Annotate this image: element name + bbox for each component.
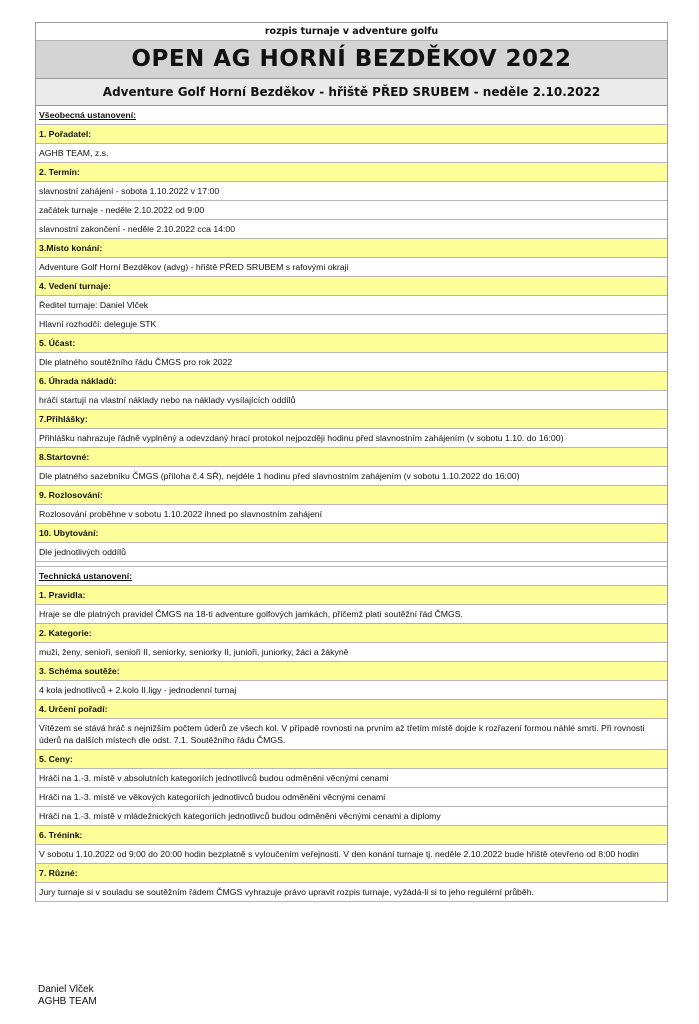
section-rules-label: 1. Pravidla:: [36, 586, 667, 605]
signature-org: AGHB TEAM: [38, 996, 97, 1007]
section-draw-text: Rozlosování proběhne v sobotu 1.10.2022 ihned po slavnostním zahájení: [36, 505, 667, 524]
section-scheme-label: 3. Schéma soutěže:: [36, 662, 667, 681]
section-accommodation-label: 10. Ubytování:: [36, 524, 667, 543]
section-training-text: V sobotu 1.10.2022 od 9:00 do 20:00 hodin bezplatně s vyloučením veřejnosti. V den konání turnaje tj. neděle 2.10.2022 bude hřiště otevřeno od 8:00 hodin: [36, 845, 667, 864]
section-rules-text: Hraje se dle platných pravidel ČMGS na 18-ti adventure golfových jamkách, přičemž platí soutěžní řád ČMGS.: [36, 605, 667, 624]
date-opening: slavnostní zahájení - sobota 1.10.2022 v 17:00: [36, 182, 667, 201]
date-closing: slavnostní zakončení - neděle 2.10.2022 cca 14:00: [36, 220, 667, 239]
section-categories-label: 2. Kategorie:: [36, 624, 667, 643]
section-ranking-text: Vítězem se stává hráč s nejnižším počtem úderů ze všech kol. V případě rovnosti na prvním až třetím místě dojde k rozřazení formou náhlé smrti. Při rovnosti úderů na dalších místech dle odst. 7.1. Soutěžního řádu ČMGS.: [36, 719, 667, 750]
section-registration-label: 7.Přihlášky:: [36, 410, 667, 429]
section-draw-label: 9. Rozlosování:: [36, 486, 667, 505]
section-accommodation-text: Dle jednotlivých oddílů: [36, 543, 667, 562]
prizes-age: Hráči na 1.-3. místě ve věkových kategoriích jednotlivců budou odměněni věcnými cenami: [36, 788, 667, 807]
technical-section-heading: Technická ustanovení:: [36, 567, 667, 586]
signature-block: [38, 984, 97, 1008]
section-misc-text: Jury turnaje si v souladu se soutěžním řádem ČMGS vyhrazuje právo upravit rozpis turnaje, vyžádá-li si to jeho regulérní průběh.: [36, 883, 667, 902]
date-start: začátek turnaje - neděle 2.10.2022 od 9:00: [36, 201, 667, 220]
signature-name: Daniel Vlček: [38, 984, 94, 995]
section-prizes-label: 5. Ceny:: [36, 750, 667, 769]
section-registration-text: Přihlášku nahrazuje řádně vyplněný a odevzdaný hrací protokol nejpozději hodinu před slavnostním zahájením (v sobotu 1.10. do 16:00): [36, 429, 667, 448]
section-venue-text: Adventure Golf Horní Bezděkov (advg) - hřiště PŘED SRUBEM s rafovými okraji: [36, 258, 667, 277]
section-costs-text: hráči startují na vlastní náklady nebo na náklady vysílajících oddílů: [36, 391, 667, 410]
tournament-rules-sheet: [35, 22, 668, 902]
section-fee-text: Dle platného sazebníku ČMGS (příloha č.4 SŘ), nejdéle 1 hodinu před slavnostním zahájením (v sobotu 1.10.2022 do 16:00): [36, 467, 667, 486]
section-training-label: 6. Trénink:: [36, 826, 667, 845]
section-venue-label: 3.Místo konání:: [36, 239, 667, 258]
section-organizer-label: 1. Pořadatel:: [36, 125, 667, 144]
section-participation-text: Dle platného soutěžního řádu ČMGS pro rok 2022: [36, 353, 667, 372]
management-referee: Hlavní rozhodčí: deleguje STK: [36, 315, 667, 334]
prizes-absolute: Hráči na 1.-3. místě v absolutních kategoriích jednotlivců budou odměněni věcnými cenami: [36, 769, 667, 788]
prizes-youth: Hráči na 1.-3. místě v mládežnických kategoriích jednotlivců budou odměněni věcnými cenami a diplomy: [36, 807, 667, 826]
section-costs-label: 6. Úhrada nákladů:: [36, 372, 667, 391]
section-misc-label: 7. Různé:: [36, 864, 667, 883]
section-fee-label: 8.Startovné:: [36, 448, 667, 467]
page-title: OPEN AG HORNÍ BEZDĚKOV 2022: [36, 41, 667, 79]
page-subtitle: Adventure Golf Horní Bezděkov - hřiště PŘED SRUBEM - neděle 2.10.2022: [36, 79, 667, 106]
section-participation-label: 5. Účast:: [36, 334, 667, 353]
section-date-label: 2. Termín:: [36, 163, 667, 182]
section-ranking-label: 4. Určení pořadí:: [36, 700, 667, 719]
section-organizer-text: AGHB TEAM, z.s.: [36, 144, 667, 163]
management-director: Ředitel turnaje: Daniel Vlček: [36, 296, 667, 315]
document-caption: rozpis turnaje v adventure golfu: [36, 23, 667, 41]
section-scheme-text: 4 kola jednotlivců + 2.kolo II.ligy - jednodenní turnaj: [36, 681, 667, 700]
general-section-heading: Všeobecná ustanovení:: [36, 106, 667, 125]
section-management-label: 4. Vedení turnaje:: [36, 277, 667, 296]
section-categories-text: muži, ženy, senioři, senioři II, seniorky, seniorky II, junioři, juniorky, žáci a žákyně: [36, 643, 667, 662]
